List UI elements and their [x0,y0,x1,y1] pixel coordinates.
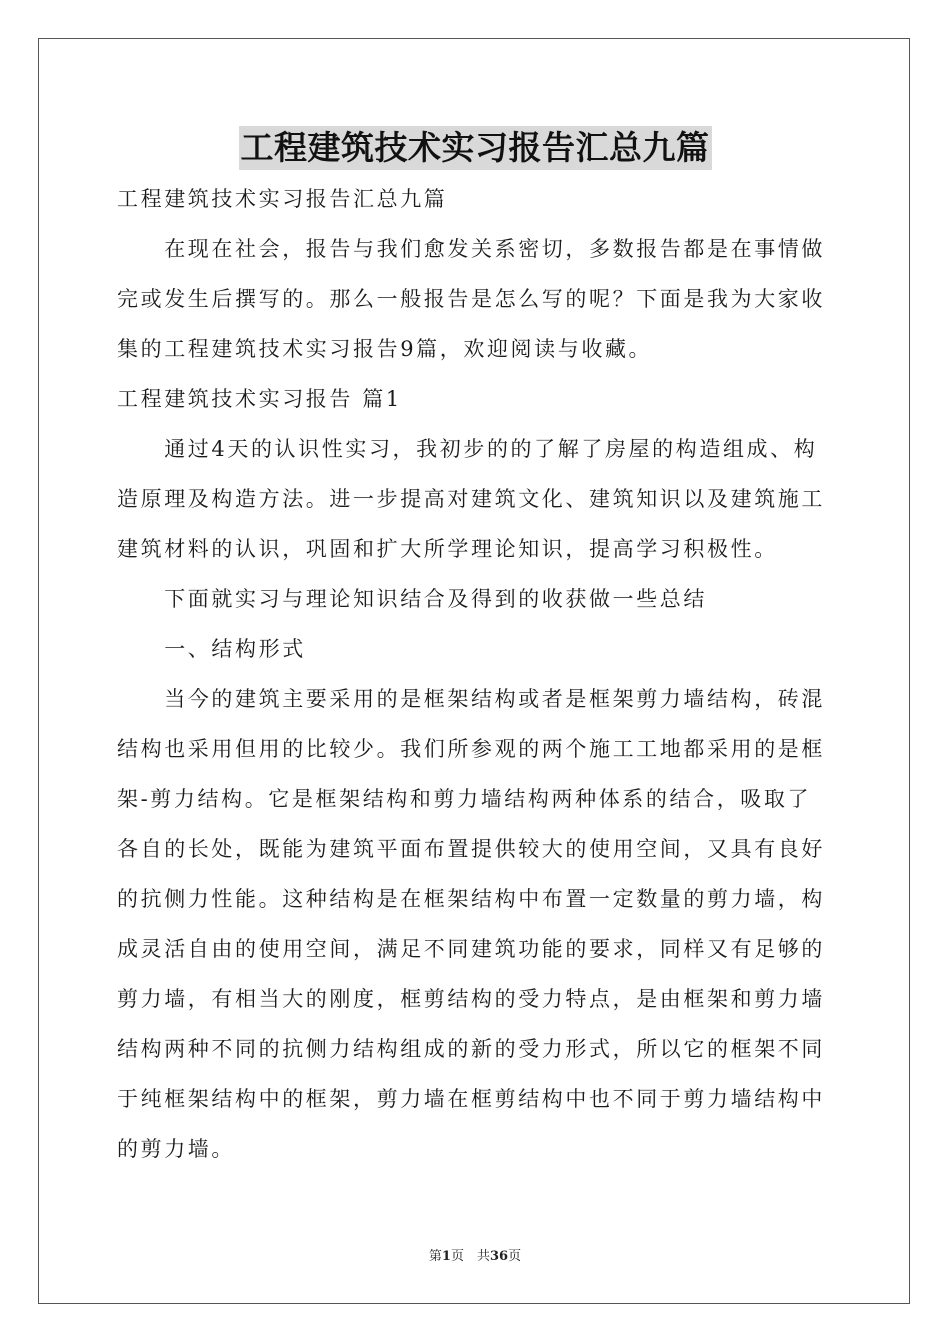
page-prefix: 第 [428,1249,442,1264]
body-line-9: 的抗侧力性能。这种结构是在框架结构中布置一定数量的剪力墙，构 [117,887,825,911]
document-title: 工程建筑技术实习报告汇总九篇 [239,126,712,170]
body-line-11: 剪力墙，有相当大的刚度，框剪结构的受力特点，是由框架和剪力墙 [117,987,825,1011]
intro-line-2: 完或发生后撰写的。那么一般报告是怎么写的呢？下面是我为大家收 [117,287,825,311]
subheading-structure: 一、结构形式 [117,637,306,661]
body-line-7: 架-剪力结构。它是框架结构和剪力墙结构两种体系的结合，吸取了 [117,787,812,811]
body-line-2: 造原理及构造方法。进一步提高对建筑文化、建筑知识以及建筑施工 [117,487,825,511]
body-line-8: 各自的长处，既能为建筑平面布置提供较大的使用空间，又具有良好 [117,837,825,861]
body-line-1: 通过4天的认识性实习，我初步的的了解了房屋的构造组成、构 [117,437,818,461]
page-footer [0,1248,950,1266]
body-line-3: 建筑材料的认识，巩固和扩大所学理论知识，提高学习积极性。 [117,537,778,561]
body-line-12: 结构两种不同的抗侧力结构组成的新的受力形式，所以它的框架不同 [117,1037,825,1061]
body-line-5: 当今的建筑主要采用的是框架结构或者是框架剪力墙结构，砖混 [117,687,825,711]
body-line-6: 结构也采用但用的比较少。我们所参观的两个施工工地都采用的是框 [117,737,825,761]
body-line-4: 下面就实习与理论知识结合及得到的收获做一些总结 [117,587,707,611]
body-line-10: 成灵活自由的使用空间，满足不同建筑功能的要求，同样又有足够的 [117,937,825,961]
page-current: 1 [441,1249,451,1264]
body-line-13: 于纯框架结构中的框架，剪力墙在框剪结构中也不同于剪力墙结构中 [117,1087,825,1111]
section-heading: 工程建筑技术实习报告 篇1 [117,387,402,411]
page-border [38,38,910,1304]
intro-line-3: 集的工程建筑技术实习报告9篇，欢迎阅读与收藏。 [117,337,653,361]
title-container [0,126,950,170]
page-suffix: 页 [508,1249,522,1264]
subtitle-line: 工程建筑技术实习报告汇总九篇 [117,187,448,211]
page-total: 36 [489,1249,509,1264]
page-mid: 页 共 [450,1249,490,1264]
body-line-14: 的剪力墙。 [117,1137,235,1161]
intro-line-1: 在现在社会，报告与我们愈发关系密切，多数报告都是在事情做 [117,237,825,261]
